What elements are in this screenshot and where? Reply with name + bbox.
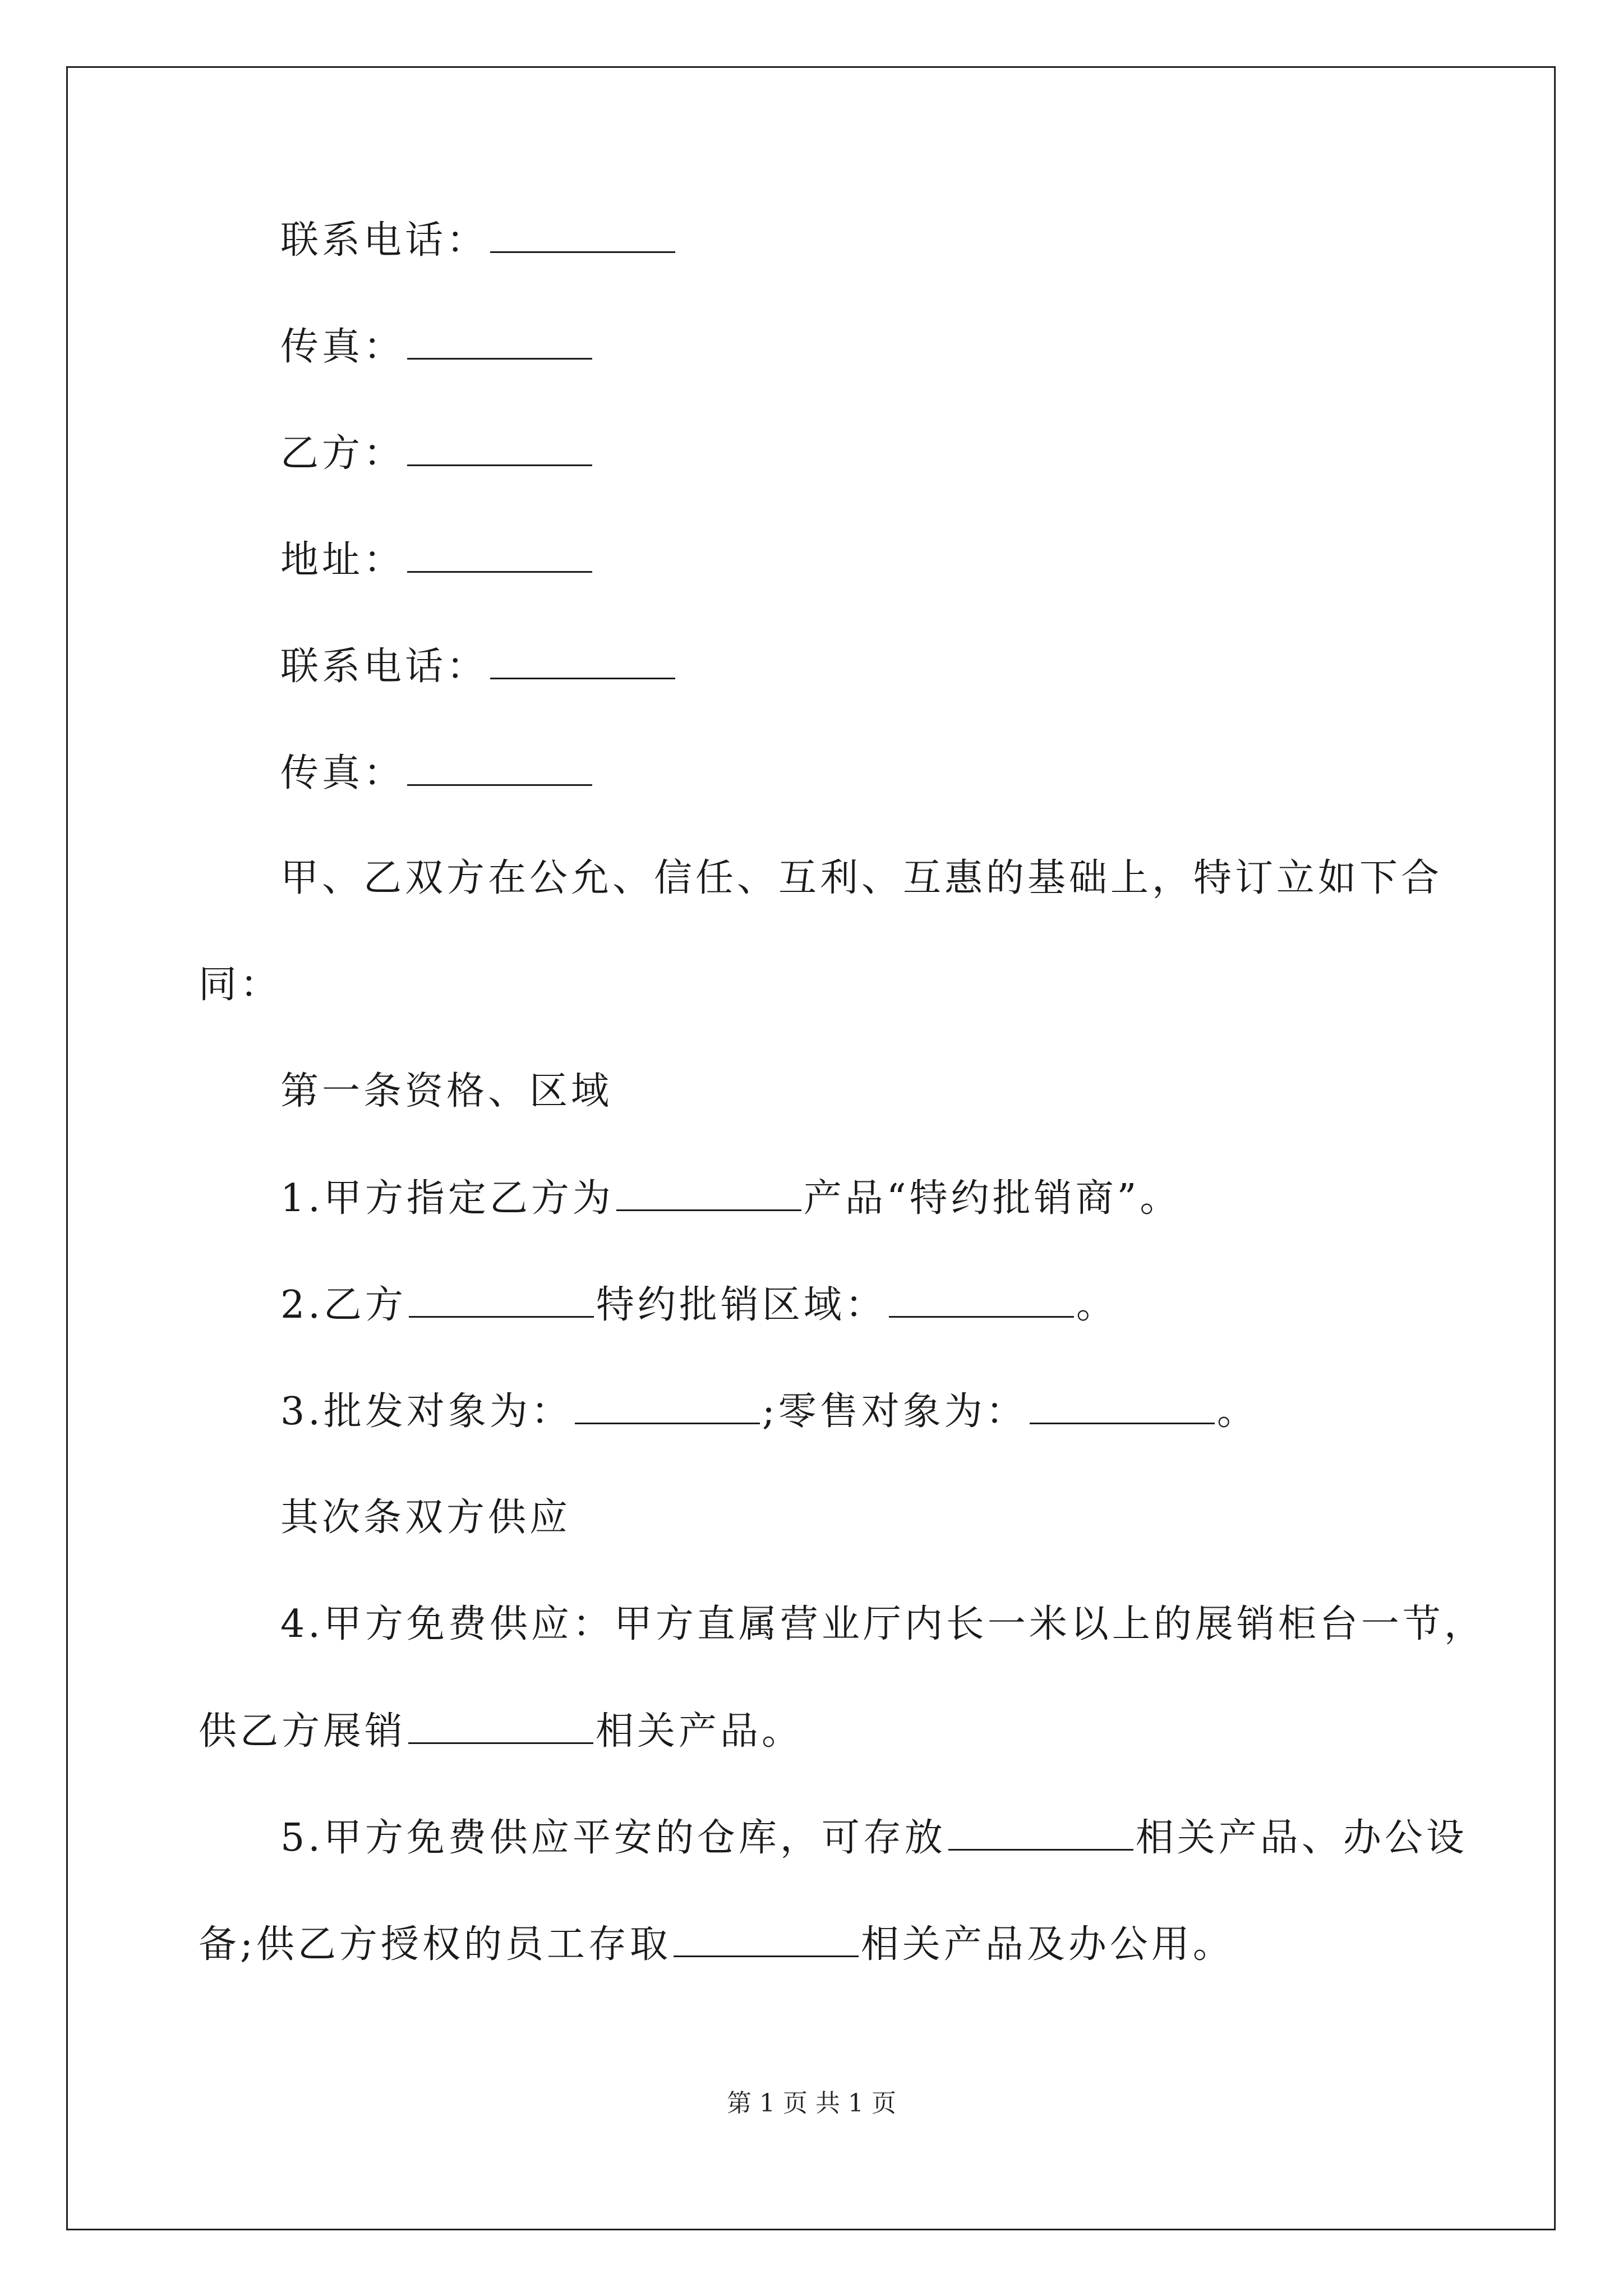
blank-field xyxy=(1030,1389,1215,1424)
article-heading: 其次条双方供应 xyxy=(280,1496,571,1540)
blank-field xyxy=(948,1815,1133,1851)
fax-line-b xyxy=(280,751,594,796)
address-line xyxy=(280,537,594,583)
blank-field xyxy=(407,431,592,466)
clause-2 xyxy=(280,1282,1118,1328)
party-b-label: 乙方： xyxy=(280,431,405,476)
clause-1 xyxy=(280,1176,1181,1221)
clause-text: 相关产品。 xyxy=(596,1709,804,1754)
preamble-text: 甲、乙双方在公允、信任、互利、互惠的基础上，特订立如下合 xyxy=(280,856,1443,900)
contact-phone-label: 联系电话： xyxy=(280,645,488,689)
clause-text: 特约批销区域： xyxy=(596,1283,887,1327)
page-footer: 第 1 页 共 1 页 xyxy=(727,2089,896,2118)
page-frame xyxy=(66,66,1556,2230)
clause-text: 相关产品及办公用。 xyxy=(860,1922,1234,1967)
clause-4-line-1 xyxy=(280,1602,1486,1647)
blank-field xyxy=(674,1922,859,1957)
contact-phone-line-a xyxy=(280,218,677,263)
blank-field xyxy=(409,1282,594,1318)
preamble-text: 同： xyxy=(199,963,282,1007)
clause-text: 。 xyxy=(1076,1283,1118,1327)
fax-line-a xyxy=(280,324,594,370)
blank-field xyxy=(407,537,592,573)
clause-text: 4.甲方免费供应：甲方直属营业厅内长一米以上的展销柜台一节， xyxy=(280,1602,1486,1646)
contact-phone-line-b xyxy=(280,644,677,689)
blank-field xyxy=(408,1709,593,1744)
blank-field xyxy=(490,644,675,679)
clause-text: 相关产品、办公设 xyxy=(1135,1816,1468,1860)
clause-text: ;零售对象为： xyxy=(762,1389,1027,1434)
blank-field xyxy=(889,1282,1074,1318)
party-b-line xyxy=(280,431,594,476)
clause-4-line-2 xyxy=(199,1709,803,1754)
clause-text: 2.乙方 xyxy=(280,1283,407,1327)
clause-text: 。 xyxy=(1216,1389,1258,1434)
preamble-line-1 xyxy=(280,856,1442,901)
blank-field xyxy=(575,1389,760,1424)
preamble-line-2 xyxy=(199,963,282,1007)
clause-text: 备;供乙方授权的员工存取 xyxy=(199,1922,671,1967)
fax-label: 传真： xyxy=(280,751,405,795)
clause-text: 1.甲方指定乙方为 xyxy=(280,1176,614,1221)
article-heading: 第一条资格、区域 xyxy=(280,1069,613,1114)
blank-field xyxy=(407,751,592,786)
fax-label: 传真： xyxy=(280,325,405,369)
clause-3 xyxy=(280,1389,1258,1434)
blank-field xyxy=(616,1176,801,1211)
blank-field xyxy=(490,218,675,253)
article-2-heading xyxy=(280,1496,571,1540)
article-1-heading xyxy=(280,1069,612,1114)
clause-text: 5.甲方免费供应平安的仓库，可存放 xyxy=(280,1816,946,1860)
contact-phone-label: 联系电话： xyxy=(280,218,488,263)
address-label: 地址： xyxy=(280,538,405,582)
clause-text: 供乙方展销 xyxy=(199,1709,407,1754)
clause-5-line-1 xyxy=(280,1815,1468,1861)
clause-text: 产品“特约批销商”。 xyxy=(803,1176,1182,1221)
clause-text: 3.批发对象为： xyxy=(280,1389,573,1434)
blank-field xyxy=(407,324,592,360)
clause-5-line-2 xyxy=(199,1922,1234,1967)
